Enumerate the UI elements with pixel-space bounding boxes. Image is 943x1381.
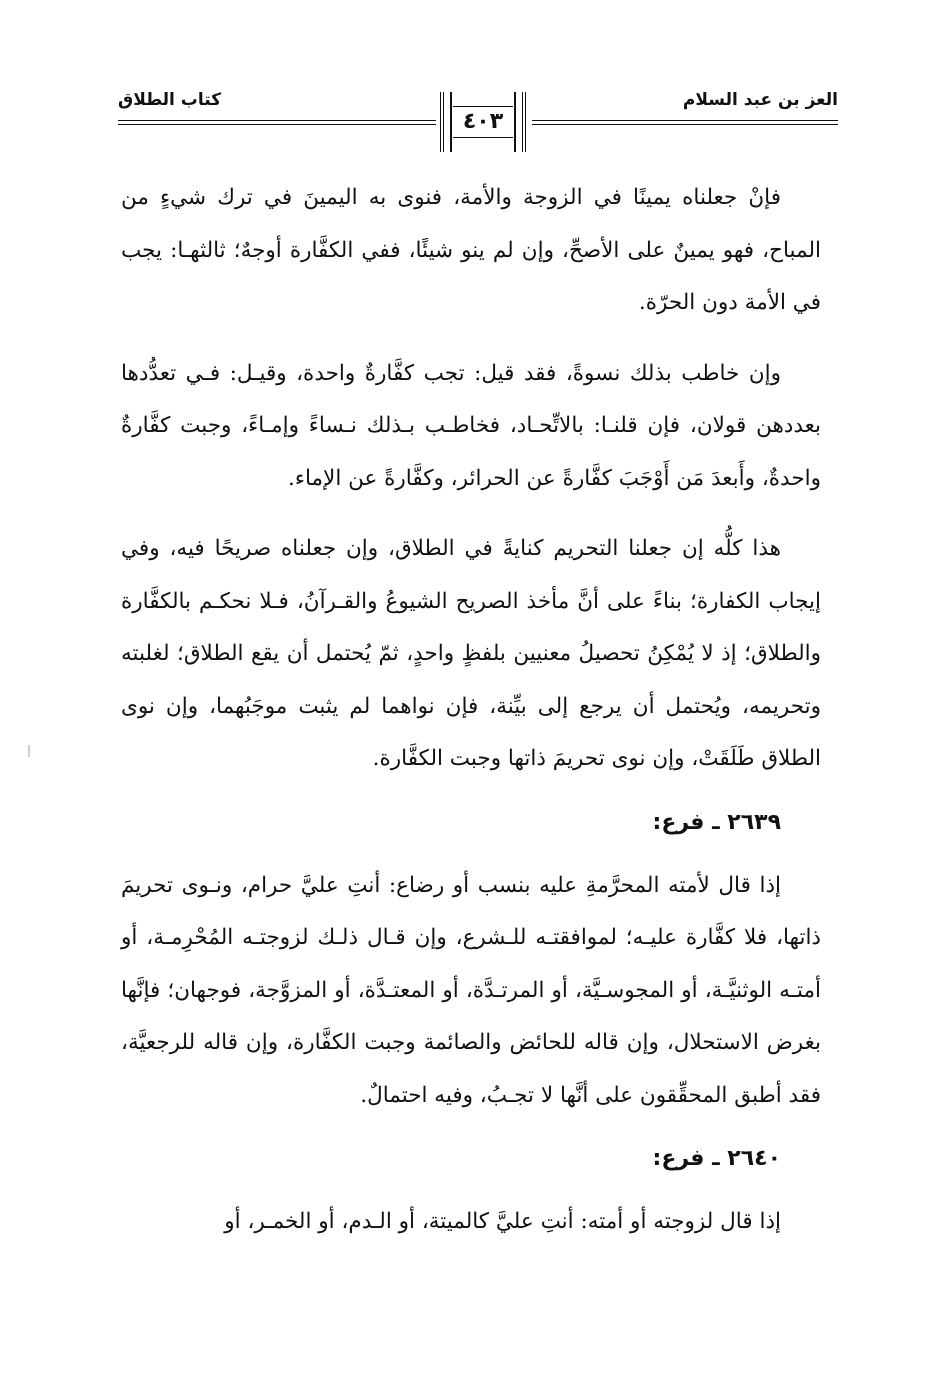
scan-edge-mark (28, 745, 30, 757)
header-author: العز بن عبد السلام (682, 90, 838, 110)
paragraph: فإنْ جعلناه يمينًا في الزوجة والأمة، فنوى به اليمينَ في ترك شيءٍ من المباح، فهو يمينٌ على الأصحِّ، وإن لم ينو شيئًا، ففي الكفَّارة أوجهٌ؛ ثالثهـا: يجب في الأمة دون الحرّة. (121, 185, 821, 315)
header-book-title: كتاب الطلاق (118, 90, 222, 110)
paragraph: إذا قال لأمته المحرَّمةِ عليه بنسب أو رضاع: أنتِ عليَّ حرام، ونـوى تحريمَ ذاتها، فلا كفَّارة عليـه؛ لموافقتـه للـشرع، وإن قـال ذلـك لزوجتـه المُحْرِمـة، أو أمتـه الوثنيَّـة، أو المجوسـيَّة، أو المرتـدَّة، أو المعتـدَّة، أو المزوَّجة، فوجهان؛ فإنَّها بغرض الاستحلال، وإن قاله للحائض والصائمة وجبت الكفَّارة، وإن قاله للرجعيَّة، فقد أطبق المحقِّقون على أنَّها لا تجـبُ، وفيه احتمالٌ. (121, 872, 821, 1108)
paragraph: هذا كلُّه إن جعلنا التحريم كنايةً في الطلاق، وإن جعلناه صريحًا فيه، وفي إيجاب الكفارة؛ بناءً على أنَّ مأخذ الصريح الشيوعُ والقـرآنُ، فـلا نحكـم بالكفَّارة والطلاق؛ إذ لا يُمْكِنُ تحصيلُ معنيين بلفظٍ واحدٍ، ثمّ يُحتمل أن يقع الطلاق؛ لغلبته وتحريمه، ويُحتمل أن يرجع إلى بيِّنة، فإن نواهما لم يثبت موجَبُهما، وإن نوى الطلاق طَلَقَتْ، وإن نوى تحريمَ ذاتها وجبت الكفَّارة. (121, 536, 821, 771)
header-rule (118, 124, 436, 125)
header-rule (532, 124, 838, 125)
header-rule (532, 120, 838, 121)
page-body (121, 172, 821, 1249)
running-header (118, 86, 838, 166)
section-heading: ٢٦٣٩ ـ فرع: (652, 809, 781, 835)
page-number-frame (440, 92, 526, 152)
section-heading: ٢٦٤٠ ـ فرع: (652, 1146, 781, 1171)
paragraph: وإن خاطب بذلك نسوةً، فقد قيل: تجب كفَّارةٌ واحدة، وقيـل: فـي تعدُّدها بعددهن قولان، فإن قلنـا: بالاتِّحـاد، فخاطـب بـذلك نـساءً وإمـاءً، وجبت كفَّارةٌ واحدةٌ، وأَبعدَ مَن أَوْجَبَ كفَّارةً عن الحرائر، وكفَّارةً عن الإماء. (121, 360, 821, 491)
page-number: ٤٠٣ (453, 106, 513, 138)
header-rule (118, 120, 436, 121)
paragraph: إذا قال لزوجته أو أمته: أنتِ عليَّ كالميتة، أو الـدم، أو الخمـر، أو (224, 1209, 781, 1234)
